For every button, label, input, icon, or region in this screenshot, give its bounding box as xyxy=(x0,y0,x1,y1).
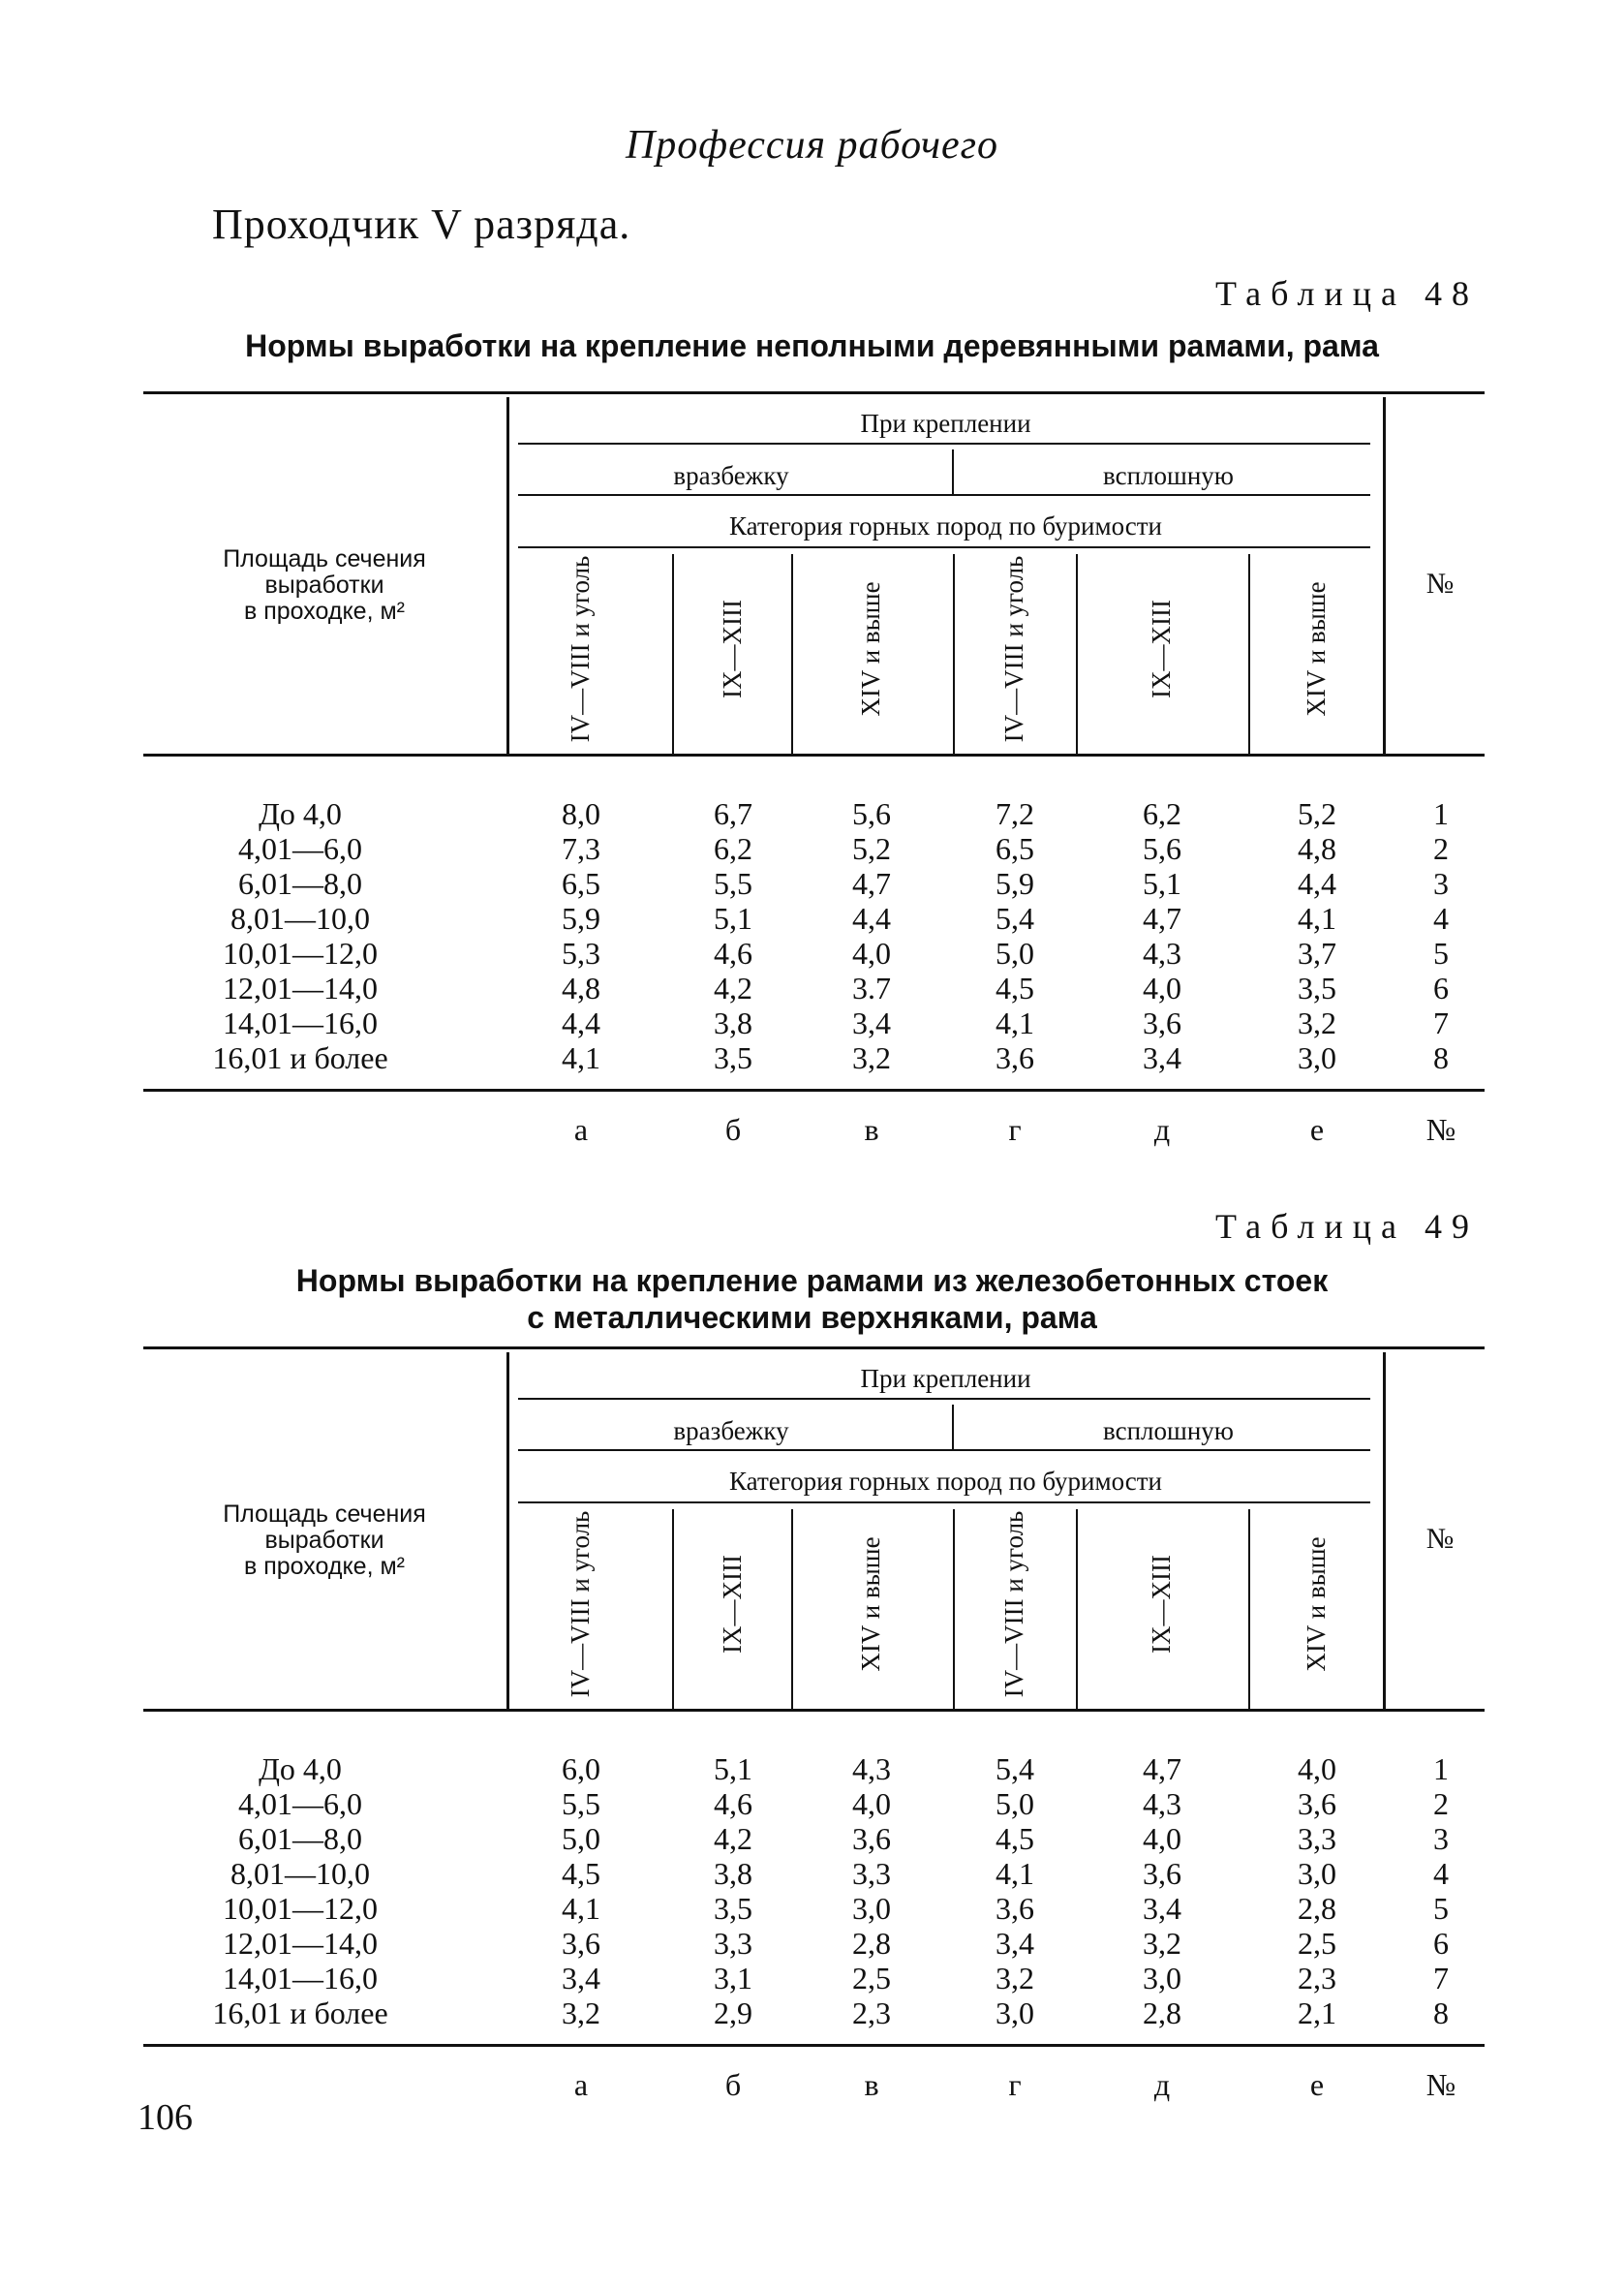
table-cell: 5,6 xyxy=(1143,831,1181,866)
table-cell: 4,5 xyxy=(562,1856,600,1891)
grade-title: Проходчик V разряда. xyxy=(212,201,631,248)
table-cell: 3,2 xyxy=(562,1995,600,2030)
table-cell: 4,3 xyxy=(852,1751,891,1786)
table-cell: 3,5 xyxy=(1298,971,1336,1005)
col-divider xyxy=(953,554,955,754)
table-cell: 4,7 xyxy=(852,866,891,901)
col-divider xyxy=(672,554,674,754)
header-rule xyxy=(143,754,1485,757)
table-cell: 2,1 xyxy=(1298,1995,1336,2030)
table49-label: Таблица 49 xyxy=(1215,1207,1479,1246)
area-label: До 4,0 xyxy=(259,796,342,831)
table-cell: 5,6 xyxy=(852,796,891,831)
sparse-dense-divider xyxy=(952,1405,954,1449)
table-cell: 5,5 xyxy=(714,866,752,901)
category-header: Категория горных пород по буримости xyxy=(729,511,1162,541)
table49-title-line2: с металлическими верхняками, рама xyxy=(527,1300,1097,1335)
page-number: 106 xyxy=(138,2097,193,2138)
row-number: 4 xyxy=(1433,901,1449,936)
row-number: 6 xyxy=(1433,971,1449,1005)
table-cell: 3,2 xyxy=(852,1040,891,1075)
area-header-line: выработки xyxy=(264,572,384,599)
area-header-line: в проходке, м² xyxy=(244,1553,405,1580)
row-number: 2 xyxy=(1433,831,1449,866)
table-cell: 5,0 xyxy=(996,1786,1034,1821)
table-cell: 2,8 xyxy=(1143,1995,1181,2030)
col-header: XIV и выше xyxy=(1302,581,1331,717)
area-label: 14,01—16,0 xyxy=(223,1005,378,1040)
table-cell: 3,2 xyxy=(1143,1926,1181,1961)
table-cell: 4,3 xyxy=(1143,936,1181,971)
table-cell: 5,0 xyxy=(996,936,1034,971)
table-cell: 3,6 xyxy=(852,1821,891,1856)
col-letter: е xyxy=(1309,2067,1325,2102)
col-header: IX—XIII xyxy=(718,1555,747,1654)
table-cell: 4,4 xyxy=(1298,866,1336,901)
table-cell: 3,6 xyxy=(1143,1005,1181,1040)
row-number: 8 xyxy=(1433,1995,1449,2030)
fastening-header: При креплении xyxy=(860,409,1031,438)
area-label: До 4,0 xyxy=(259,1751,342,1786)
table-cell: 4,0 xyxy=(1143,1821,1181,1856)
dense-header: всплошную xyxy=(1103,461,1234,490)
table-cell: 5,1 xyxy=(714,901,752,936)
col-header: IV—VIII и уголь xyxy=(999,1510,1028,1698)
area-label: 8,01—10,0 xyxy=(230,901,370,936)
table-cell: 3,5 xyxy=(714,1040,752,1075)
table-cell: 3,0 xyxy=(852,1891,891,1926)
col-letter: г xyxy=(1008,2067,1022,2102)
table-cell: 3,2 xyxy=(1298,1005,1336,1040)
table-cell: 3,7 xyxy=(1298,936,1336,971)
table-cell: 4,0 xyxy=(1298,1751,1336,1786)
col-letter: а xyxy=(573,2067,589,2102)
table-cell: 4,5 xyxy=(996,971,1034,1005)
col-header: XIV и выше xyxy=(1302,1536,1331,1672)
table-cell: 5,4 xyxy=(996,901,1034,936)
row-number: 7 xyxy=(1433,1961,1449,1995)
sparse-header: вразбежку xyxy=(673,461,789,490)
row-number: 5 xyxy=(1433,936,1449,971)
col-header: IV—VIII и уголь xyxy=(566,555,595,743)
bottom-rule xyxy=(143,2044,1485,2047)
table-cell: 5,3 xyxy=(562,936,600,971)
table-cell: 3,8 xyxy=(714,1856,752,1891)
table-cell: 5,5 xyxy=(562,1786,600,1821)
table-cell: 3,3 xyxy=(852,1856,891,1891)
col-header: IX—XIII xyxy=(718,600,747,698)
col-divider xyxy=(1248,554,1250,754)
col-divider xyxy=(672,1509,674,1709)
row-number: 3 xyxy=(1433,866,1449,901)
table-cell: 4,4 xyxy=(852,901,891,936)
col-divider xyxy=(791,554,793,754)
col-letter: е xyxy=(1309,1112,1325,1147)
left-header-divider xyxy=(506,397,509,754)
num-letter: № xyxy=(1425,2067,1456,2102)
top-rule xyxy=(143,391,1485,394)
category-rule xyxy=(518,1501,1370,1503)
col-letter: б xyxy=(724,1112,742,1147)
num-letter: № xyxy=(1425,1112,1456,1147)
table-cell: 3,5 xyxy=(714,1891,752,1926)
table-cell: 6,5 xyxy=(996,831,1034,866)
table-cell: 2,5 xyxy=(852,1961,891,1995)
row-number: 1 xyxy=(1433,1751,1449,1786)
row-number: 7 xyxy=(1433,1005,1449,1040)
bottom-rule xyxy=(143,1089,1485,1092)
num-header-divider xyxy=(1383,397,1386,754)
table-cell: 6,0 xyxy=(562,1751,600,1786)
col-divider xyxy=(953,1509,955,1709)
table-cell: 4,2 xyxy=(714,1821,752,1856)
table-cell: 3,4 xyxy=(1143,1891,1181,1926)
col-divider xyxy=(1248,1509,1250,1709)
col-letter: в xyxy=(864,2067,879,2102)
top-rule xyxy=(143,1346,1485,1349)
table-cell: 4,8 xyxy=(562,971,600,1005)
table-cell: 3,4 xyxy=(852,1005,891,1040)
table-cell: 3,0 xyxy=(1298,1856,1336,1891)
method-rule xyxy=(518,1449,1370,1451)
col-header: XIV и выше xyxy=(856,581,885,717)
table-cell: 3,0 xyxy=(1143,1961,1181,1995)
table48-label: Таблица 48 xyxy=(1215,274,1479,313)
table-cell: 4,5 xyxy=(996,1821,1034,1856)
col-letter: г xyxy=(1008,1112,1022,1147)
table-cell: 3,3 xyxy=(714,1926,752,1961)
area-label: 10,01—12,0 xyxy=(223,1891,378,1926)
table-cell: 3,8 xyxy=(714,1005,752,1040)
area-label: 8,01—10,0 xyxy=(230,1856,370,1891)
left-header-divider xyxy=(506,1352,509,1709)
table-cell: 3,0 xyxy=(996,1995,1034,2030)
area-header xyxy=(145,1501,504,1580)
table-cell: 4,1 xyxy=(562,1040,600,1075)
area-header-line: Площадь сечения xyxy=(223,545,426,572)
table-cell: 3.7 xyxy=(852,971,891,1005)
table-cell: 4,1 xyxy=(1298,901,1336,936)
col-header: XIV и выше xyxy=(856,1536,885,1672)
area-label: 16,01 и более xyxy=(212,1040,388,1075)
table-cell: 7,3 xyxy=(562,831,600,866)
table49-title xyxy=(0,1262,1624,1336)
category-rule xyxy=(518,546,1370,548)
table-cell: 5,4 xyxy=(996,1751,1034,1786)
fastening-header: При креплении xyxy=(860,1364,1031,1393)
col-divider xyxy=(791,1509,793,1709)
col-header: IX—XIII xyxy=(1147,1555,1176,1654)
table-cell: 2,9 xyxy=(714,1995,752,2030)
table-cell: 3,6 xyxy=(996,1040,1034,1075)
table-cell: 4,0 xyxy=(1143,971,1181,1005)
area-label: 16,01 и более xyxy=(212,1995,388,2030)
table-cell: 4,7 xyxy=(1143,901,1181,936)
row-number: 4 xyxy=(1433,1856,1449,1891)
table-cell: 5,2 xyxy=(1298,796,1336,831)
col-divider xyxy=(1076,554,1078,754)
table-cell: 3,4 xyxy=(996,1926,1034,1961)
table-cell: 6,7 xyxy=(714,796,752,831)
col-letter: д xyxy=(1153,1112,1171,1147)
table-cell: 4,3 xyxy=(1143,1786,1181,1821)
category-header: Категория горных пород по буримости xyxy=(729,1467,1162,1496)
row-number: 6 xyxy=(1433,1926,1449,1961)
table-cell: 5,1 xyxy=(714,1751,752,1786)
table-cell: 3,6 xyxy=(996,1891,1034,1926)
dense-header: всплошную xyxy=(1103,1416,1234,1445)
table-cell: 7,2 xyxy=(996,796,1034,831)
col-header: IV—VIII и уголь xyxy=(566,1510,595,1698)
row-number: 1 xyxy=(1433,796,1449,831)
area-header-line: выработки xyxy=(264,1527,384,1554)
table-cell: 4,7 xyxy=(1143,1751,1181,1786)
table-cell: 4,0 xyxy=(852,1786,891,1821)
table-cell: 5,0 xyxy=(562,1821,600,1856)
table-cell: 6,5 xyxy=(562,866,600,901)
table-cell: 2,8 xyxy=(852,1926,891,1961)
area-header-line: в проходке, м² xyxy=(244,598,405,625)
table-cell: 3,4 xyxy=(562,1961,600,1995)
area-label: 6,01—8,0 xyxy=(238,1821,362,1856)
row-number: 3 xyxy=(1433,1821,1449,1856)
col-divider xyxy=(1076,1509,1078,1709)
table-cell: 4,6 xyxy=(714,936,752,971)
table-cell: 4,0 xyxy=(852,936,891,971)
table-cell: 2,3 xyxy=(852,1995,891,2030)
num-header: № xyxy=(1425,1523,1455,1555)
table-cell: 4,1 xyxy=(996,1005,1034,1040)
table-cell: 3,6 xyxy=(562,1926,600,1961)
table-cell: 4,1 xyxy=(996,1856,1034,1891)
table-cell: 3,3 xyxy=(1298,1821,1336,1856)
table48-title: Нормы выработки на крепление неполными деревянными рамами, рама xyxy=(245,328,1379,363)
area-label: 12,01—14,0 xyxy=(223,971,378,1005)
table-cell: 2,5 xyxy=(1298,1926,1336,1961)
header-rule xyxy=(143,1709,1485,1712)
fastening-rule xyxy=(518,1398,1370,1400)
table-cell: 3,6 xyxy=(1298,1786,1336,1821)
table-cell: 6,2 xyxy=(1143,796,1181,831)
table-cell: 3,0 xyxy=(1298,1040,1336,1075)
table-cell: 5,9 xyxy=(562,901,600,936)
table-cell: 3,4 xyxy=(1143,1040,1181,1075)
table-cell: 4,4 xyxy=(562,1005,600,1040)
area-header xyxy=(145,546,504,625)
table-cell: 4,8 xyxy=(1298,831,1336,866)
table-cell: 3,1 xyxy=(714,1961,752,1995)
table-cell: 4,1 xyxy=(562,1891,600,1926)
table-cell: 4,2 xyxy=(714,971,752,1005)
num-header-divider xyxy=(1383,1352,1386,1709)
profession-title: Профессия рабочего xyxy=(625,123,999,168)
row-number: 8 xyxy=(1433,1040,1449,1075)
row-number: 5 xyxy=(1433,1891,1449,1926)
col-letter: б xyxy=(724,2067,742,2102)
table-cell: 5,9 xyxy=(996,866,1034,901)
area-label: 10,01—12,0 xyxy=(223,936,378,971)
area-label: 12,01—14,0 xyxy=(223,1926,378,1961)
table-cell: 3,6 xyxy=(1143,1856,1181,1891)
col-header: IV—VIII и уголь xyxy=(999,555,1028,743)
area-header-line: Площадь сечения xyxy=(223,1500,426,1528)
table-cell: 5,2 xyxy=(852,831,891,866)
table-cell: 2,3 xyxy=(1298,1961,1336,1995)
num-header: № xyxy=(1425,568,1455,600)
sparse-header: вразбежку xyxy=(673,1416,789,1445)
method-rule xyxy=(518,494,1370,496)
col-letter: д xyxy=(1153,2067,1171,2102)
table-cell: 4,6 xyxy=(714,1786,752,1821)
fastening-rule xyxy=(518,443,1370,445)
table49-title-line1: Нормы выработки на крепление рамами из железобетонных стоек xyxy=(295,1263,1329,1298)
area-label: 6,01—8,0 xyxy=(238,866,362,901)
col-header: IX—XIII xyxy=(1147,600,1176,698)
table-cell: 5,1 xyxy=(1143,866,1181,901)
table-cell: 6,2 xyxy=(714,831,752,866)
table-cell: 3,2 xyxy=(996,1961,1034,1995)
col-letter: а xyxy=(573,1112,589,1147)
table-cell: 2,8 xyxy=(1298,1891,1336,1926)
area-label: 4,01—6,0 xyxy=(238,831,362,866)
table-cell: 8,0 xyxy=(562,796,600,831)
col-letter: в xyxy=(864,1112,879,1147)
row-number: 2 xyxy=(1433,1786,1449,1821)
area-label: 14,01—16,0 xyxy=(223,1961,378,1995)
sparse-dense-divider xyxy=(952,449,954,494)
area-label: 4,01—6,0 xyxy=(238,1786,362,1821)
